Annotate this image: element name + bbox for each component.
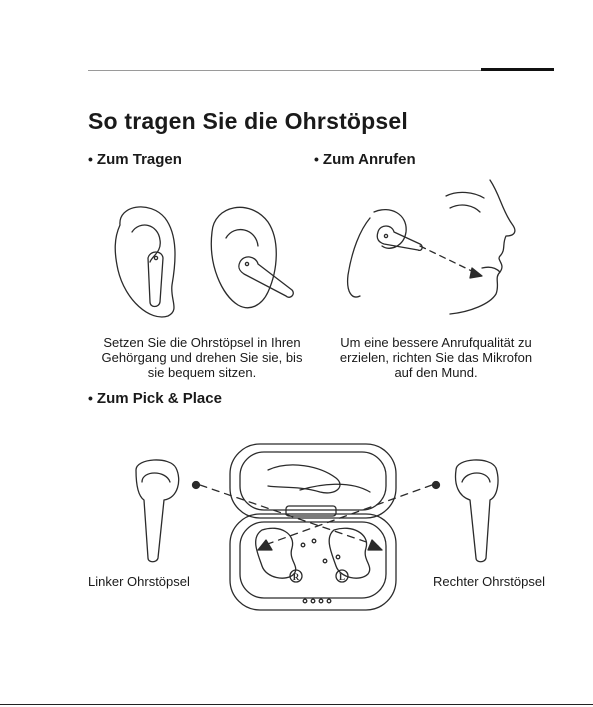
call-caption-line-1: Um eine bessere Anrufqualität zu [340,335,532,350]
left-earbud [136,460,179,562]
bullet: • [314,151,319,167]
dashed-arrow-left-to-right [200,485,378,546]
call-caption-line-3: auf den Mund. [394,365,478,380]
pin-4 [336,555,340,559]
bullet: • [88,390,93,406]
led-3 [319,599,323,603]
left-earbud-inner [142,473,170,482]
left-dot [193,482,200,489]
case-base-inner [240,522,386,598]
bullet: • [88,151,93,167]
led-2 [311,599,315,603]
led-1 [303,599,307,603]
right-earbud-label: Rechter Ohrstöpsel [433,574,545,589]
mark-L: L [338,572,346,582]
right-earbud-inner [462,473,490,482]
led-4 [327,599,331,603]
arrow-head-left [258,540,272,550]
section-heading-call-text: Zum Anrufen [322,151,416,168]
case-lid-inner [240,452,386,510]
pin-2 [312,539,316,543]
pin-1 [301,543,305,547]
footer-rule [0,704,593,705]
left-earbud-label: Linker Ohrstöpsel [88,574,190,589]
section-heading-wear-text: Zum Tragen [96,151,182,168]
arrow-head-right [368,540,382,550]
wear-caption-line-3: sie bequem sitzen. [147,365,257,380]
wear-caption-line-2: Gehörgang und drehen Sie sie, bis [101,350,303,365]
wear-caption-line-1: Setzen Sie die Ohrstöpsel in Ihren [103,335,301,350]
section-heading-pick-text: Zum Pick & Place [96,390,222,407]
right-earbud [456,460,498,562]
page-title: So tragen Sie die Ohrstöpsel [88,108,409,134]
right-dot [433,482,440,489]
call-caption-line-2: erzielen, richten Sie das Mikrofon [339,350,533,365]
pin-3 [323,559,327,563]
mark-R: R [292,572,300,582]
base-slot-left [256,528,296,578]
